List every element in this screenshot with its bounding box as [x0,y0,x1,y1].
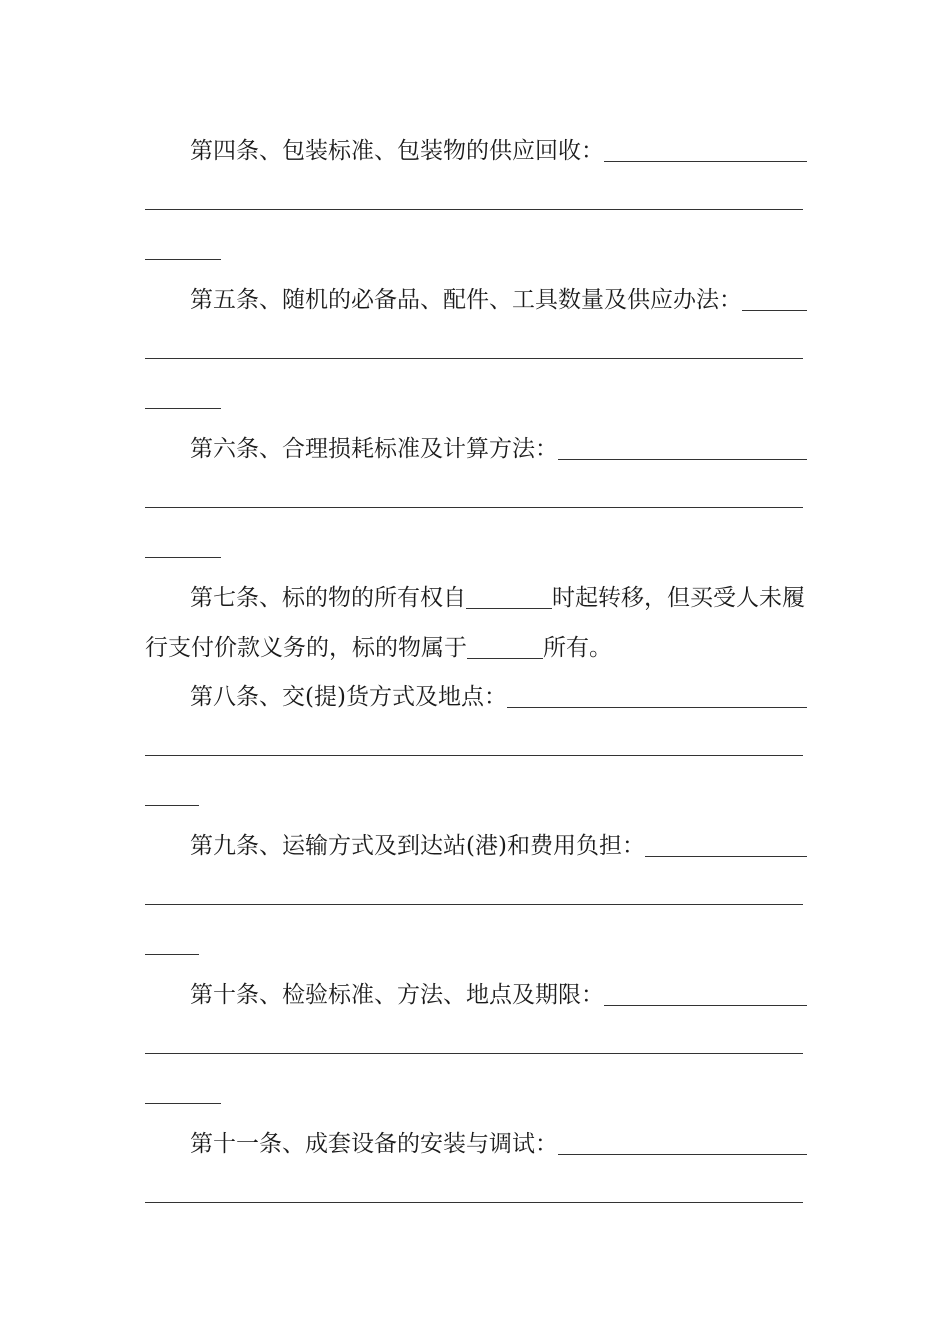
clause-7-line-1 [190,583,807,613]
clause-10-blank[interactable] [604,983,807,1006]
clause-9-blank-line-2[interactable] [145,904,803,905]
clause-5-blank[interactable] [742,288,807,311]
clause-11-label: 第十一条、成套设备的安装与调试： [190,1131,558,1157]
clause-7-part-a: 第七条、标的物的所有权自 [190,585,466,611]
clause-6-blank-line-2[interactable] [145,507,803,508]
clause-9-blank-line-3[interactable] [145,954,199,955]
clause-7-part-d: 所有。 [543,635,612,661]
clause-5-line [190,285,807,315]
clause-4-blank-line-3[interactable] [145,259,221,260]
clause-4-blank-line-2[interactable] [145,209,803,210]
clause-5-blank-line-3[interactable] [145,408,221,409]
clause-4-line [190,136,807,166]
clause-10-blank-line-2[interactable] [145,1053,803,1054]
clause-4-label: 第四条、包装标准、包装物的供应回收： [190,138,604,164]
clause-8-blank-line-3[interactable] [145,805,199,806]
clause-5-label: 第五条、随机的必备品、配件、工具数量及供应办法： [190,287,742,313]
clause-8-blank-line-2[interactable] [145,755,803,756]
clause-11-line [190,1129,807,1159]
clause-4-blank[interactable] [604,139,807,162]
clause-9-label: 第九条、运输方式及到达站(港)和费用负担： [190,833,645,859]
clause-10-line [190,980,807,1010]
clause-8-line [190,682,807,712]
clause-7-part-c: 行支付价款义务的，标的物属于 [145,635,467,661]
clause-7-part-b: 时起转移，但买受人未履 [552,585,805,611]
clause-7-line-2 [145,633,807,663]
clause-8-label: 第八条、交(提)货方式及地点： [190,684,507,710]
clause-9-line [190,831,807,861]
clause-8-blank[interactable] [507,685,807,708]
clause-10-label: 第十条、检验标准、方法、地点及期限： [190,982,604,1008]
clause-6-blank[interactable] [558,437,807,460]
clause-7-blank-time[interactable] [466,586,552,609]
clause-6-label: 第六条、合理损耗标准及计算方法： [190,436,558,462]
clause-9-blank[interactable] [645,834,807,857]
clause-6-blank-line-3[interactable] [145,557,221,558]
clause-6-line [190,434,807,464]
clause-11-blank-line-2[interactable] [145,1202,803,1203]
clause-10-blank-line-3[interactable] [145,1103,221,1104]
clause-11-blank[interactable] [558,1132,807,1155]
clause-7-blank-owner[interactable] [467,636,543,659]
clause-5-blank-line-2[interactable] [145,358,803,359]
